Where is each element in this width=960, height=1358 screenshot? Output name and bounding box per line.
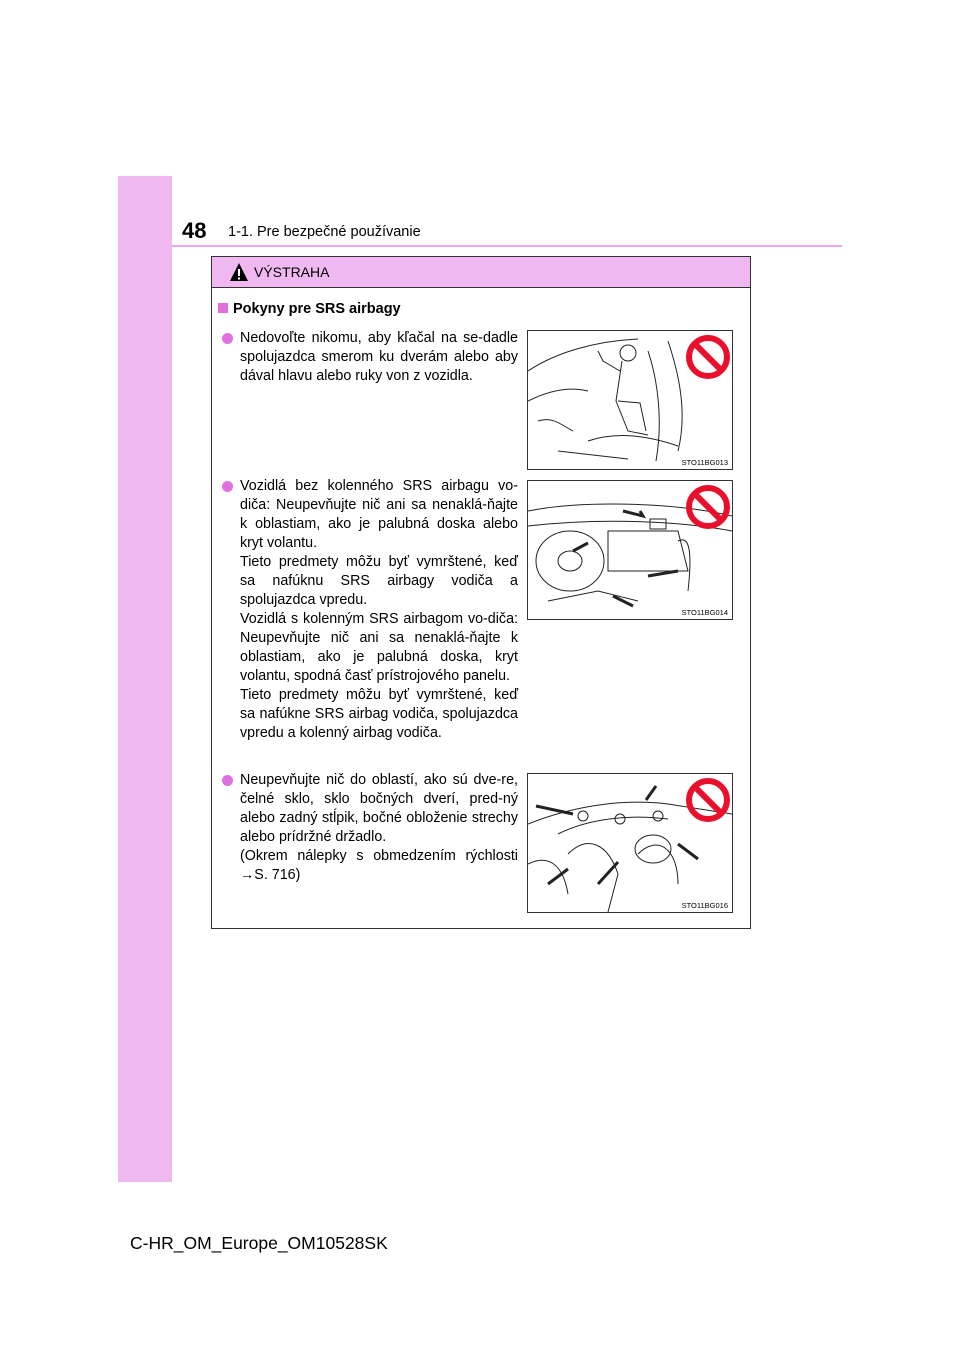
illustration-dashboard: [527, 480, 733, 620]
header-rule: [172, 245, 842, 247]
warning-item-3: [222, 771, 518, 885]
warning-box: [211, 256, 751, 929]
warning-item-text: Vozidlá bez kolenného SRS airbagu vo-diča: Neupevňujte nič ani sa nenaklá-ňajte k oblastiam, ako je palubná doska alebo kryt volantu. Tieto predmety môžu byť vymrštené, keď sa nafúknu SRS airbagy vodiča a spolujazdca vpredu. Vozidlá s kolenným SRS airbagom vo-diča: Neupevňujte nič ani sa nenaklá-ňajte k oblastiam, ako je palubná doska, kryt volantu, spodná časť prístrojového panelu. Tieto predmety môžu byť vymrštené, keď sa nafúkne SRS airbag vodiča, spolujazdca vpredu a kolenný airbag vodiča.: [240, 478, 518, 741]
page-number: 48: [182, 218, 207, 243]
prohibition-icon-2: [689, 488, 727, 526]
prohibition-icon-1: [689, 338, 727, 376]
prohibition-icon-3: [689, 781, 727, 819]
square-bullet-icon: [218, 303, 228, 313]
warning-item-text: Neupevňujte nič do oblastí, ako sú dve-re, čelné sklo, sklo bočných dverí, pred-ný alebo zadný stĺpik, bočné obloženie strechy alebo prídržné držadlo. (Okrem nálepky s obmedzením rýchlosti →S. 716): [240, 772, 518, 883]
section-title: 1-1. Pre bezpečné používanie: [228, 224, 421, 240]
side-tab: [118, 176, 172, 1182]
warning-item-2: [222, 477, 518, 743]
warning-item-text: Nedovoľte nikomu, aby kľačal na se-dadle spolujazdca smerom ku dverám alebo aby dával hlavu alebo ruky von z vozidla.: [240, 330, 518, 384]
figure-code: STO11BG014: [681, 608, 728, 617]
interior-drawing: [528, 774, 732, 912]
bullet-icon: [222, 481, 233, 492]
subheading-text: Pokyny pre SRS airbagy: [233, 301, 401, 317]
figure-code: STO11BG016: [681, 901, 728, 910]
bullet-icon: [222, 333, 233, 344]
warning-triangle-icon: [229, 262, 249, 282]
warning-label: VÝSTRAHA: [254, 264, 330, 280]
footer-doc-id: C-HR_OM_Europe_OM10528SK: [130, 1233, 388, 1253]
warning-item-1: [222, 329, 518, 386]
subheading: [218, 301, 401, 317]
bullet-icon: [222, 775, 233, 786]
illustration-interior: [527, 773, 733, 913]
dashboard-drawing: [528, 481, 732, 619]
kneeling-passenger-drawing: [528, 331, 732, 469]
illustration-kneeling-passenger: [527, 330, 733, 470]
figure-code: STO11BG013: [681, 458, 728, 467]
warning-header: [212, 257, 750, 288]
